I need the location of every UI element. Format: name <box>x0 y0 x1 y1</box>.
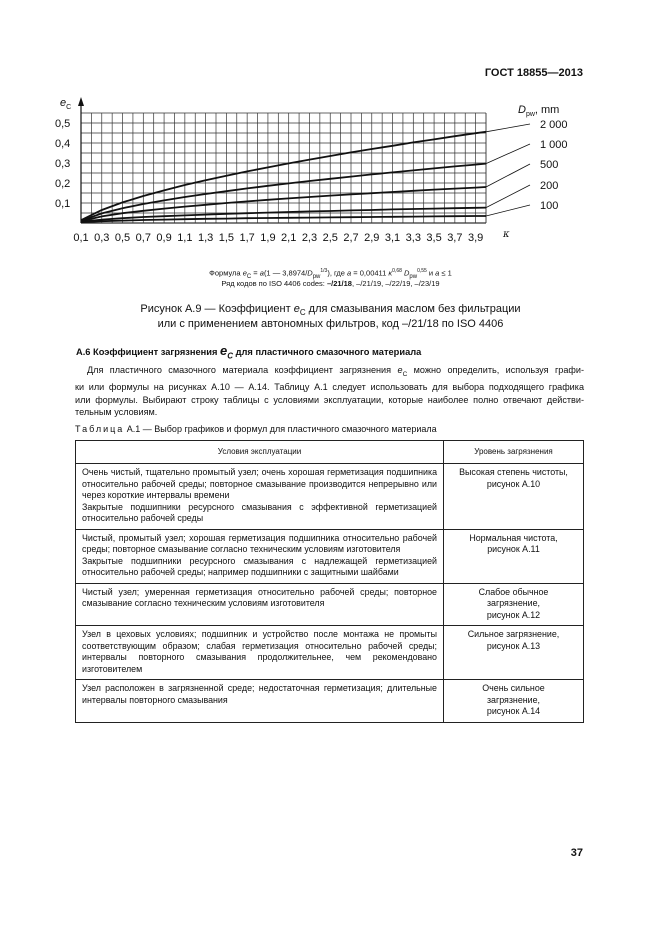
legend-leader <box>486 144 530 164</box>
x-tick-label: 0,3 <box>94 232 110 244</box>
legend-label: 500 <box>540 159 559 171</box>
figure-title-line1: Рисунок А.9 — Коэффициент $e_C$ для смазывания маслом без фильтрации <box>140 303 521 318</box>
legend-leaders <box>486 104 568 216</box>
x-tick-label: 3,1 <box>384 232 401 244</box>
level-cell: Высокая степень чистоты, рисунок А.10 <box>444 464 584 530</box>
figure-title-line2: или с применением автономных фильтров, код –/21/18 по ISO 4406 <box>157 318 504 330</box>
section-heading <box>76 343 421 361</box>
document-code: ГОСТ 18855—2013 <box>484 67 583 79</box>
y-tick-label: 0,4 <box>55 138 71 150</box>
x-tick-label: 2,7 <box>343 232 359 244</box>
legend-label: 100 <box>540 200 559 212</box>
level-cell: Нормальная чистота, рисунок А.11 <box>444 529 584 583</box>
condition-cell: Узел в цеховых условиях; подшипник и устройство после монтажа не промыты соответствующим образом; слабая герметизация относительно рабочей среды; интервалы повторного смазывания продолжительнее, чем рекомендовано изготовителем <box>76 626 444 680</box>
series-line-1 <box>81 132 486 220</box>
x-tick-label: 3,9 <box>467 232 484 244</box>
figure-formula: Формула $e_C = a(1$ — $3,8974/D_{pw}^{1/3}$), где a = 0,00411 $\kappa^{0,68}$ $D_{pw}^{0,55}$ и a ≤ 1 <box>209 268 452 280</box>
x-tick-label: 0,9 <box>156 232 172 244</box>
chart-series-group <box>81 132 486 222</box>
x-tick-label: 0,1 <box>73 232 89 244</box>
x-tick-label: 2,5 <box>322 232 338 244</box>
heading-text-pre: А.6 Коэффициент загрязнения <box>76 347 221 357</box>
heading-text-post: для пластичного смазочного материала <box>233 347 422 357</box>
legend-title: $D_{pw}$, mm <box>518 104 560 118</box>
column-header-level: Уровень загрязнения <box>444 441 584 464</box>
level-cell: Слабое обычное загрязнение, рисунок А.12 <box>444 583 584 626</box>
y-tick-label: 0,1 <box>55 198 71 210</box>
condition-cell: Узел расположен в загрязненной среде; недостаточная герметизация; длительные интервалы повторного смазывания <box>76 680 444 723</box>
legend-leader <box>486 205 530 216</box>
table-caption: Таблица А.1 — Выбор графиков и формул для пластичного смазочного материала <box>75 424 437 434</box>
x-tick-label: 1,5 <box>218 232 235 244</box>
level-cell: Сильное загрязнение, рисунок А.13 <box>444 626 584 680</box>
table-row <box>76 529 584 583</box>
chart <box>0 0 661 262</box>
legend-label: 200 <box>540 180 559 192</box>
paragraph-line: ки или формулы на рисунках А.10 — А.14. Таблицу А.1 следует использовать для выбора подходящего графика <box>75 382 584 393</box>
level-cell: Очень сильное загрязнение, рисунок А.14 <box>444 680 584 723</box>
section-paragraph <box>75 364 584 418</box>
x-tick-label: 1,7 <box>239 232 255 244</box>
paragraph-line: тельным условиям. <box>75 407 158 418</box>
x-tick-label: 1,9 <box>260 232 276 244</box>
legend-label: 2 000 <box>540 119 568 131</box>
table-row <box>76 680 584 723</box>
y-tick-label: 0,2 <box>55 178 71 190</box>
x-tick-label: 2,3 <box>301 232 318 244</box>
x-tick-label: 0,5 <box>114 232 131 244</box>
legend-leader <box>486 124 530 132</box>
condition-cell: Чистый, промытый узел; хорошая герметизация подшипника относительно рабочей среды; повторное смазывание согласно техническим условиям изготовителя Закрытые подшипники ресурсного смазывания с надлежащей герметизацией относительно рабочей среды; например подшипники с защитными шайбами <box>76 529 444 583</box>
figure-iso-codes <box>0 279 661 288</box>
y-tick-label: 0,5 <box>55 118 71 130</box>
y-tick-label: 0,3 <box>55 158 71 170</box>
table-row <box>76 583 584 626</box>
iso-codes-prefix: Ряд кодов по ISO 4406 codes: <box>221 279 327 288</box>
x-tick-label: 3,3 <box>405 232 421 244</box>
page-number: 37 <box>570 847 583 859</box>
x-tick-label: 0,7 <box>135 232 151 244</box>
x-tick-label: 1,3 <box>197 232 214 244</box>
x-axis-label: κ <box>503 229 510 240</box>
table-row <box>76 464 584 530</box>
condition-cell: Очень чистый, тщательно промытый узел; очень хорошая герметизация подшипника относительно рабочей среды; повторное смазывание производится непрерывно или через короткие интервалы времени Закрытые подшипники ресурсного смазывания с эффективной герметизацией относительно рабочей среды <box>76 464 444 530</box>
axis-labels <box>55 97 510 244</box>
iso-code-highlight: –/21/18 <box>326 279 352 288</box>
y-axis-label: $e_C$ <box>60 97 72 111</box>
x-tick-label: 2,1 <box>281 232 297 244</box>
x-tick-label: 3,5 <box>426 232 442 244</box>
table-header-row <box>76 441 584 464</box>
legend-leader <box>486 185 530 208</box>
paragraph-line: Для пластичного смазочного материала коэффициент загрязнения $e_C$ можно определить, используя графи- <box>87 365 584 378</box>
x-tick-label: 1,1 <box>177 232 193 244</box>
y-axis-arrow <box>78 97 84 106</box>
table-row <box>76 626 584 680</box>
legend-label: 1 000 <box>540 139 568 151</box>
iso-codes-rest: , –/21/19, –/22/19, –/23/19 <box>351 279 440 288</box>
heading-symbol: $e_C$ <box>220 343 234 361</box>
condition-cell: Чистый узел; умеренная герметизация относительно рабочей среды; повторное смазывание согласно техническим условиям изготовителя <box>76 583 444 626</box>
conditions-table <box>75 440 584 723</box>
x-tick-label: 2,9 <box>364 232 380 244</box>
x-tick-label: 3,7 <box>447 232 463 244</box>
legend-leader <box>486 164 530 187</box>
column-header-conditions: Условия эксплуатации <box>76 441 444 464</box>
paragraph-line: или формулы. Выбирают строку таблицы с условиями эксплуатации, которые наиболее полно отвечают действи- <box>75 394 584 405</box>
